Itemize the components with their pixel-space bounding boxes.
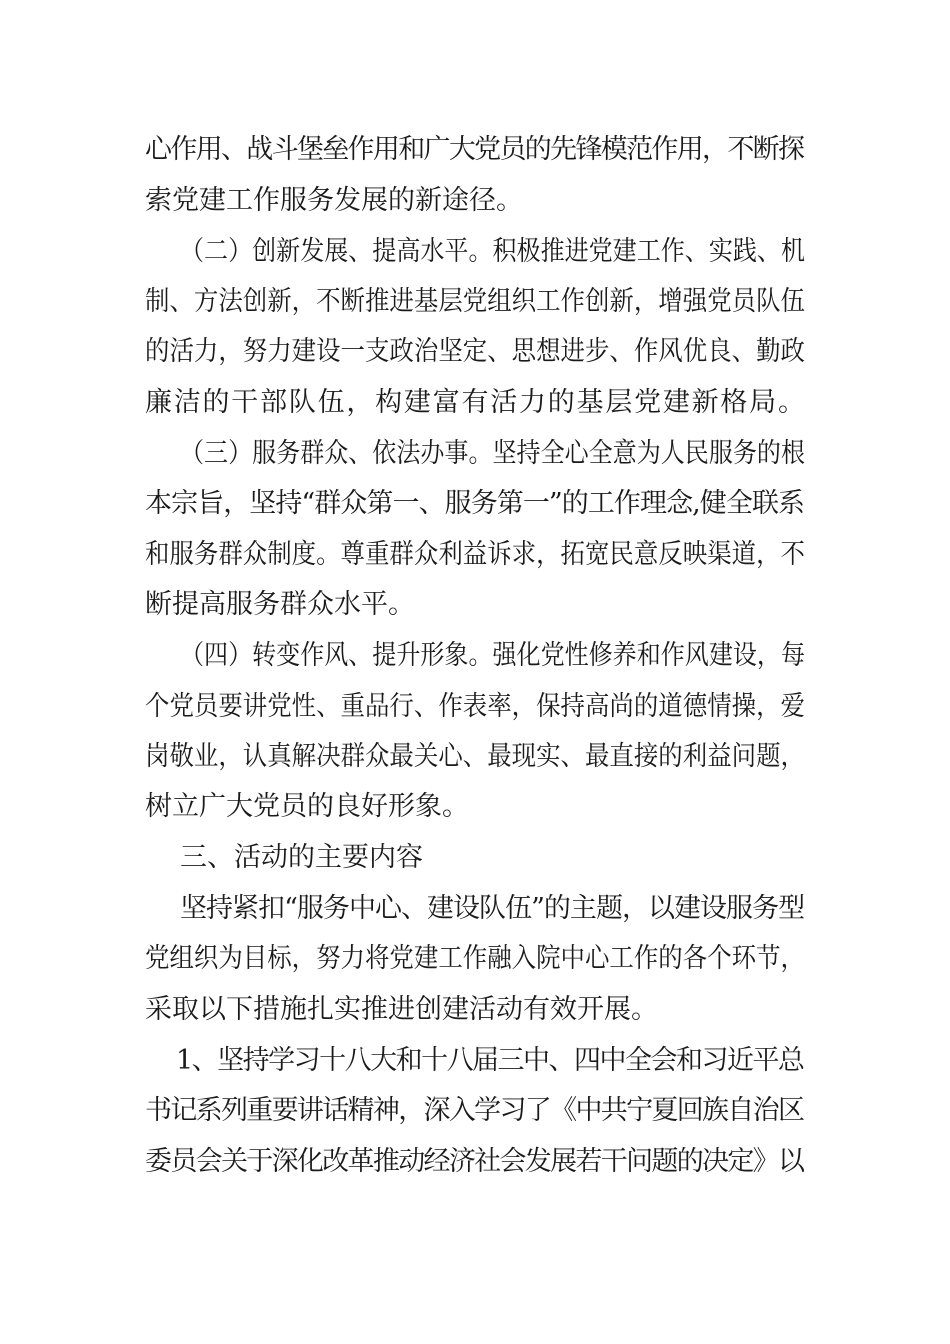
text-line: [0, 327, 950, 377]
text-line: [0, 125, 950, 175]
line-text: 廉洁的干部队伍，构建富有活力的基层党建新格局。: [145, 387, 807, 418]
line-text: 心作用、战斗堡垒作用和广大党员的先锋模范作用，不断探: [145, 134, 804, 165]
text-line: [0, 1137, 950, 1187]
text-line: [0, 985, 950, 1035]
text-line: [0, 530, 950, 580]
line-text: 坚持紧扣“服务中心、建设队伍”的主题，以建设服务型: [180, 893, 805, 924]
text-line: [0, 1036, 950, 1086]
line-text: 委员会关于深化改革推动经济社会发展若干问题的决定》以: [145, 1146, 804, 1177]
section-heading: [0, 833, 950, 883]
text-line: [0, 732, 950, 782]
line-text: 索党建工作服务发展的新途径。: [145, 185, 523, 216]
line-text: （三）服务群众、依法办事。坚持全心全意为人民服务的根: [180, 438, 805, 469]
line-text: （四）转变作风、提升形象。强化党性修养和作风建设，每: [180, 640, 805, 671]
text-line: [0, 227, 950, 277]
line-text: 党组织为目标，努力将党建工作融入院中心工作的各个环节，: [145, 943, 805, 974]
text-line: [0, 631, 950, 681]
line-text: 书记系列重要讲话精神，深入学习了《中共宁夏回族自治区: [145, 1095, 804, 1126]
line-text: 采取以下措施扎实推进创建活动有效开展。: [145, 994, 658, 1025]
text-line: [0, 782, 950, 832]
text-line: [0, 429, 950, 479]
text-line: [0, 1086, 950, 1136]
text-line: [0, 277, 950, 327]
line-text: 岗敬业，认真解决群众最关心、最现实、最直接的利益问题，: [145, 741, 805, 772]
section-heading-text: 三、活动的主要内容: [180, 842, 423, 873]
text-line: [0, 580, 950, 630]
text-line: [0, 884, 950, 934]
line-text: 制、方法创新，不断推进基层党组织工作创新，增强党员队伍: [145, 286, 805, 317]
text-line: [0, 934, 950, 984]
line-text: 断提高服务群众水平。: [145, 589, 415, 620]
line-text: 个党员要讲党性、重品行、作表率，保持高尚的道德情操，爱: [145, 691, 805, 722]
text-line: [0, 378, 950, 428]
line-text: 本宗旨，坚持“群众第一、服务第一”的工作理念,健全联系: [145, 488, 805, 519]
line-text: 树立广大党员的良好形象。: [145, 791, 469, 822]
line-text: （二）创新发展、提高水平。积极推进党建工作、实践、机: [180, 236, 805, 267]
line-text: 1、坚持学习十八大和十八届三中、四中全会和习近平总: [176, 1045, 804, 1076]
line-text: 的活力，努力建设一支政治坚定、思想进步、作风优良、勤政: [145, 336, 805, 367]
text-line: [0, 682, 950, 732]
line-text: 和服务群众制度。尊重群众利益诉求，拓宽民意反映渠道，不: [145, 539, 805, 570]
text-line: [0, 479, 950, 529]
text-line: [0, 176, 950, 226]
